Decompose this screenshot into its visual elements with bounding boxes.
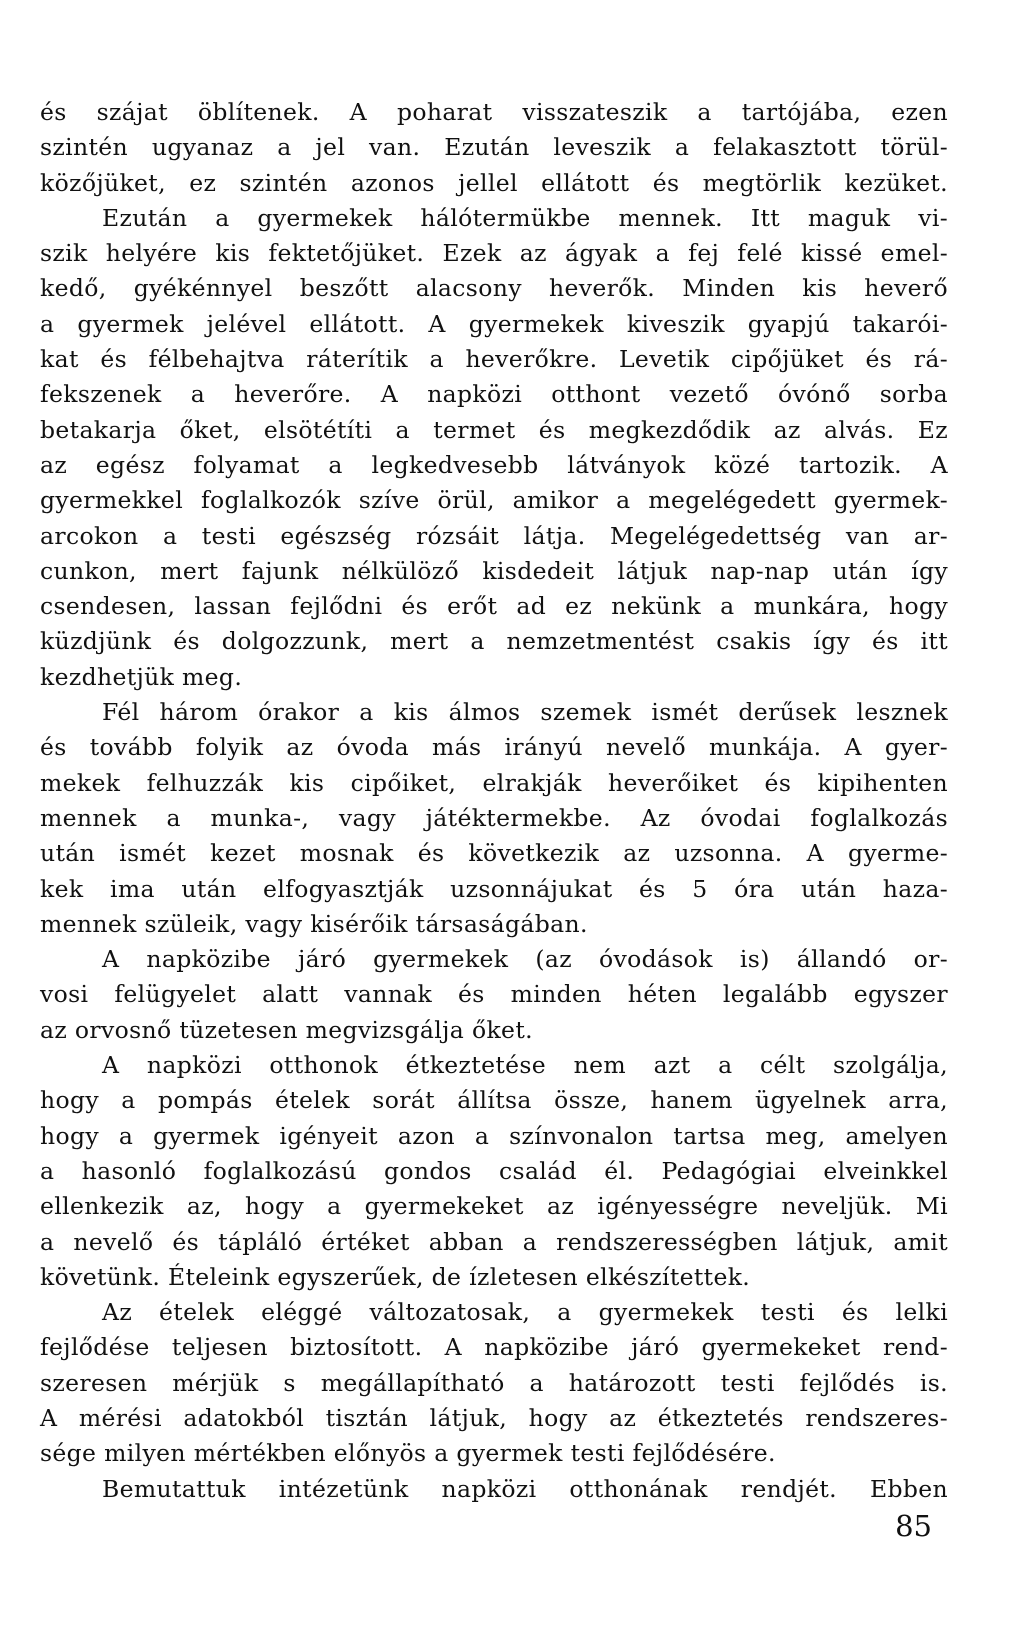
text-line: Ezután a gyermekek hálótermükbe mennek. Itt maguk vi-	[102, 203, 948, 232]
text-line: Fél három órakor a kis álmos szemek ismét derűsek lesznek	[102, 698, 948, 727]
text-line: után ismét kezet mosnak és következik az uzsonna. A gyerme-	[40, 839, 948, 868]
text-line: gyermekkel foglalkozók szíve örül, amikor a megelégedett gyermek-	[40, 486, 948, 515]
text-line: betakarja őket, elsötétíti a termet és megkezdődik az alvás. Ez	[40, 415, 948, 444]
text-line: A napközi otthonok étkeztetése nem azt a célt szolgálja,	[102, 1051, 948, 1080]
text-line: csendesen, lassan fejlődni és erőt ad ez nekünk a munkára, hogy	[40, 592, 948, 621]
text-line: és tovább folyik az óvoda más irányú nevelő munkája. A gyer-	[40, 733, 948, 762]
text-line: mekek felhuzzák kis cipőiket, elrakják heverőiket és kipihenten	[40, 768, 948, 797]
text-line: a gyermek jelével ellátott. A gyermekek kiveszik gyapjú takarói-	[40, 309, 948, 338]
text-line: Bemutattuk intézetünk napközi otthonának rendjét. Ebben	[102, 1474, 948, 1503]
text-line: mennek a munka-, vagy játéktermekbe. Az óvodai foglalkozás	[40, 803, 948, 832]
page-number: 85	[895, 1509, 932, 1543]
text-line: a hasonló foglalkozású gondos család él. Pedagógiai elveinkkel	[40, 1156, 948, 1185]
text-line: kedő, gyékénnyel beszőtt alacsony heverők. Minden kis heverő	[40, 274, 948, 303]
text-line: közőjüket, ez szintén azonos jellel ellátott és megtörlik kezüket.	[40, 168, 948, 197]
text-line: cunkon, mert fajunk nélkülöző kisdedeit látjuk nap-nap után így	[40, 556, 948, 585]
text-line: a nevelő és tápláló értéket abban a rendszerességben látjuk, amit	[40, 1227, 948, 1256]
text-line: követünk. Ételeink egyszerűek, de ízletesen elkészítettek.	[40, 1262, 751, 1291]
text-line: szik helyére kis fektetőjüket. Ezek az ágyak a fej felé kissé emel-	[40, 239, 948, 268]
text-line: A mérési adatokból tisztán látjuk, hogy az étkeztetés rendszeres-	[40, 1403, 948, 1432]
text-line: Az ételek eléggé változatosak, a gyermekek testi és lelki	[102, 1298, 948, 1327]
text-line: ellenkezik az, hogy a gyermekeket az igényességre neveljük. Mi	[40, 1192, 948, 1221]
text-line: vosi felügyelet alatt vannak és minden héten legalább egyszer	[40, 980, 948, 1009]
text-line: kat és félbehajtva ráterítik a heverőkre. Levetik cipőjüket és rá-	[40, 345, 948, 374]
text-line: hogy a gyermek igényeit azon a színvonalon tartsa meg, amelyen	[40, 1121, 948, 1150]
text-line: szeresen mérjük s megállapítható a határozott testi fejlődés is.	[40, 1368, 948, 1397]
text-line: küzdjünk és dolgozzunk, mert a nemzetmentést csakis így és itt	[40, 627, 948, 656]
text-line: az orvosnő tüzetesen megvizsgálja őket.	[40, 1015, 533, 1044]
text-line: mennek szüleik, vagy kisérőik társaságában.	[40, 909, 588, 938]
text-line: kezdhetjük meg.	[40, 662, 243, 691]
text-line: és szájat öblítenek. A poharat visszateszik a tartójába, ezen	[40, 98, 948, 126]
text-line: fejlődése teljesen biztosított. A napközibe járó gyermekeket rend-	[40, 1333, 948, 1362]
body-text	[40, 95, 948, 1507]
text-line: szintén ugyanaz a jel van. Ezután leveszik a felakasztott törül-	[40, 133, 948, 162]
text-line: A napközibe járó gyermekek (az óvodások is) állandó or-	[102, 945, 948, 974]
text-line: az egész folyamat a legkedvesebb látványok közé tartozik. A	[40, 450, 948, 479]
text-line: sége milyen mértékben előnyös a gyermek testi fejlődésére.	[40, 1439, 776, 1468]
text-line: fekszenek a heverőre. A napközi otthont vezető óvónő sorba	[40, 380, 948, 409]
text-line: hogy a pompás ételek sorát állítsa össze, hanem ügyelnek arra,	[40, 1086, 948, 1115]
text-line: arcokon a testi egészség rózsáit látja. Megelégedettség van ar-	[40, 521, 948, 550]
text-line: kek ima után elfogyasztják uzsonnájukat és 5 óra után haza-	[40, 874, 948, 903]
